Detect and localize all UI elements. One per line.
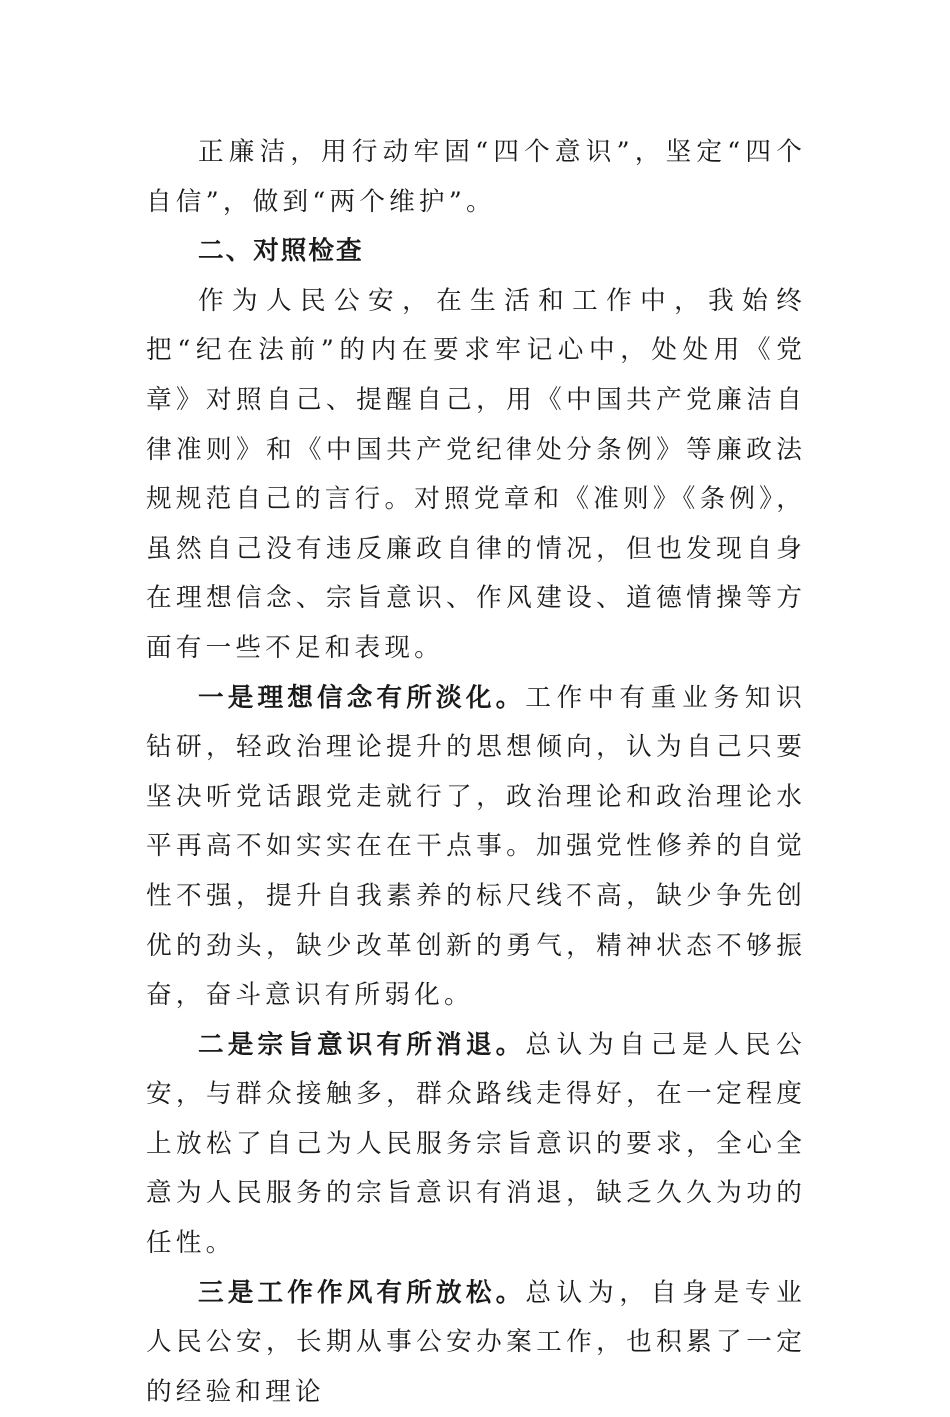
point-paragraph-2: [146, 1021, 806, 1269]
section-heading: 二、对照检查: [198, 236, 364, 267]
point-text: 工作中有重业务知识钻研，轻政治理论提升的思想倾向，认为自己只要坚决听党话跟党走就行了，政治理论和政治理论水平再高不如实实在在干点事。加强党性修养的自觉性不强，提升自我素养的标尺线不高，缺少争先创优的劲头，缺少改革创新的勇气，精神状态不够振奋，奋斗意识有所弱化。: [146, 682, 806, 1011]
point-title: 二是宗旨意识有所消退。: [198, 1029, 526, 1060]
intro-continuation: 正廉洁，用行动牢固“四个意识”，坚定“四个自信”，做到“两个维护”。: [146, 137, 806, 217]
point-paragraph-3: [146, 1269, 806, 1417]
document-page: [146, 128, 806, 1417]
overview-paragraph: 作为人民公安，在生活和工作中，我始终把“纪在法前”的内在要求牢记心中，处处用《党章》对照自己、提醒自己，用《中国共产党廉洁自律准则》和《中国共产党纪律处分条例》等廉政法规规范自己的言行。对照党章和《准则》《条例》，虽然自己没有违反廉政自律的情况，但也发现自身在理想信念、宗旨意识、作风建设、道德情操等方面有一些不足和表现。: [146, 285, 806, 663]
point-title: 三是工作作风有所放松。: [198, 1277, 526, 1308]
point-title: 一是理想信念有所淡化。: [198, 682, 526, 713]
point-paragraph-1: [146, 674, 806, 1021]
point-text: 总认为自己是人民公安，与群众接触多，群众路线走得好，在一定程度上放松了自己为人民服务宗旨意识的要求，全心全意为人民服务的宗旨意识有消退，缺乏久久为功的任性。: [146, 1029, 806, 1259]
point-text: 总认为，自身是专业人民公安，长期从事公安办案工作，也积累了一定的经验和理论: [146, 1277, 806, 1407]
